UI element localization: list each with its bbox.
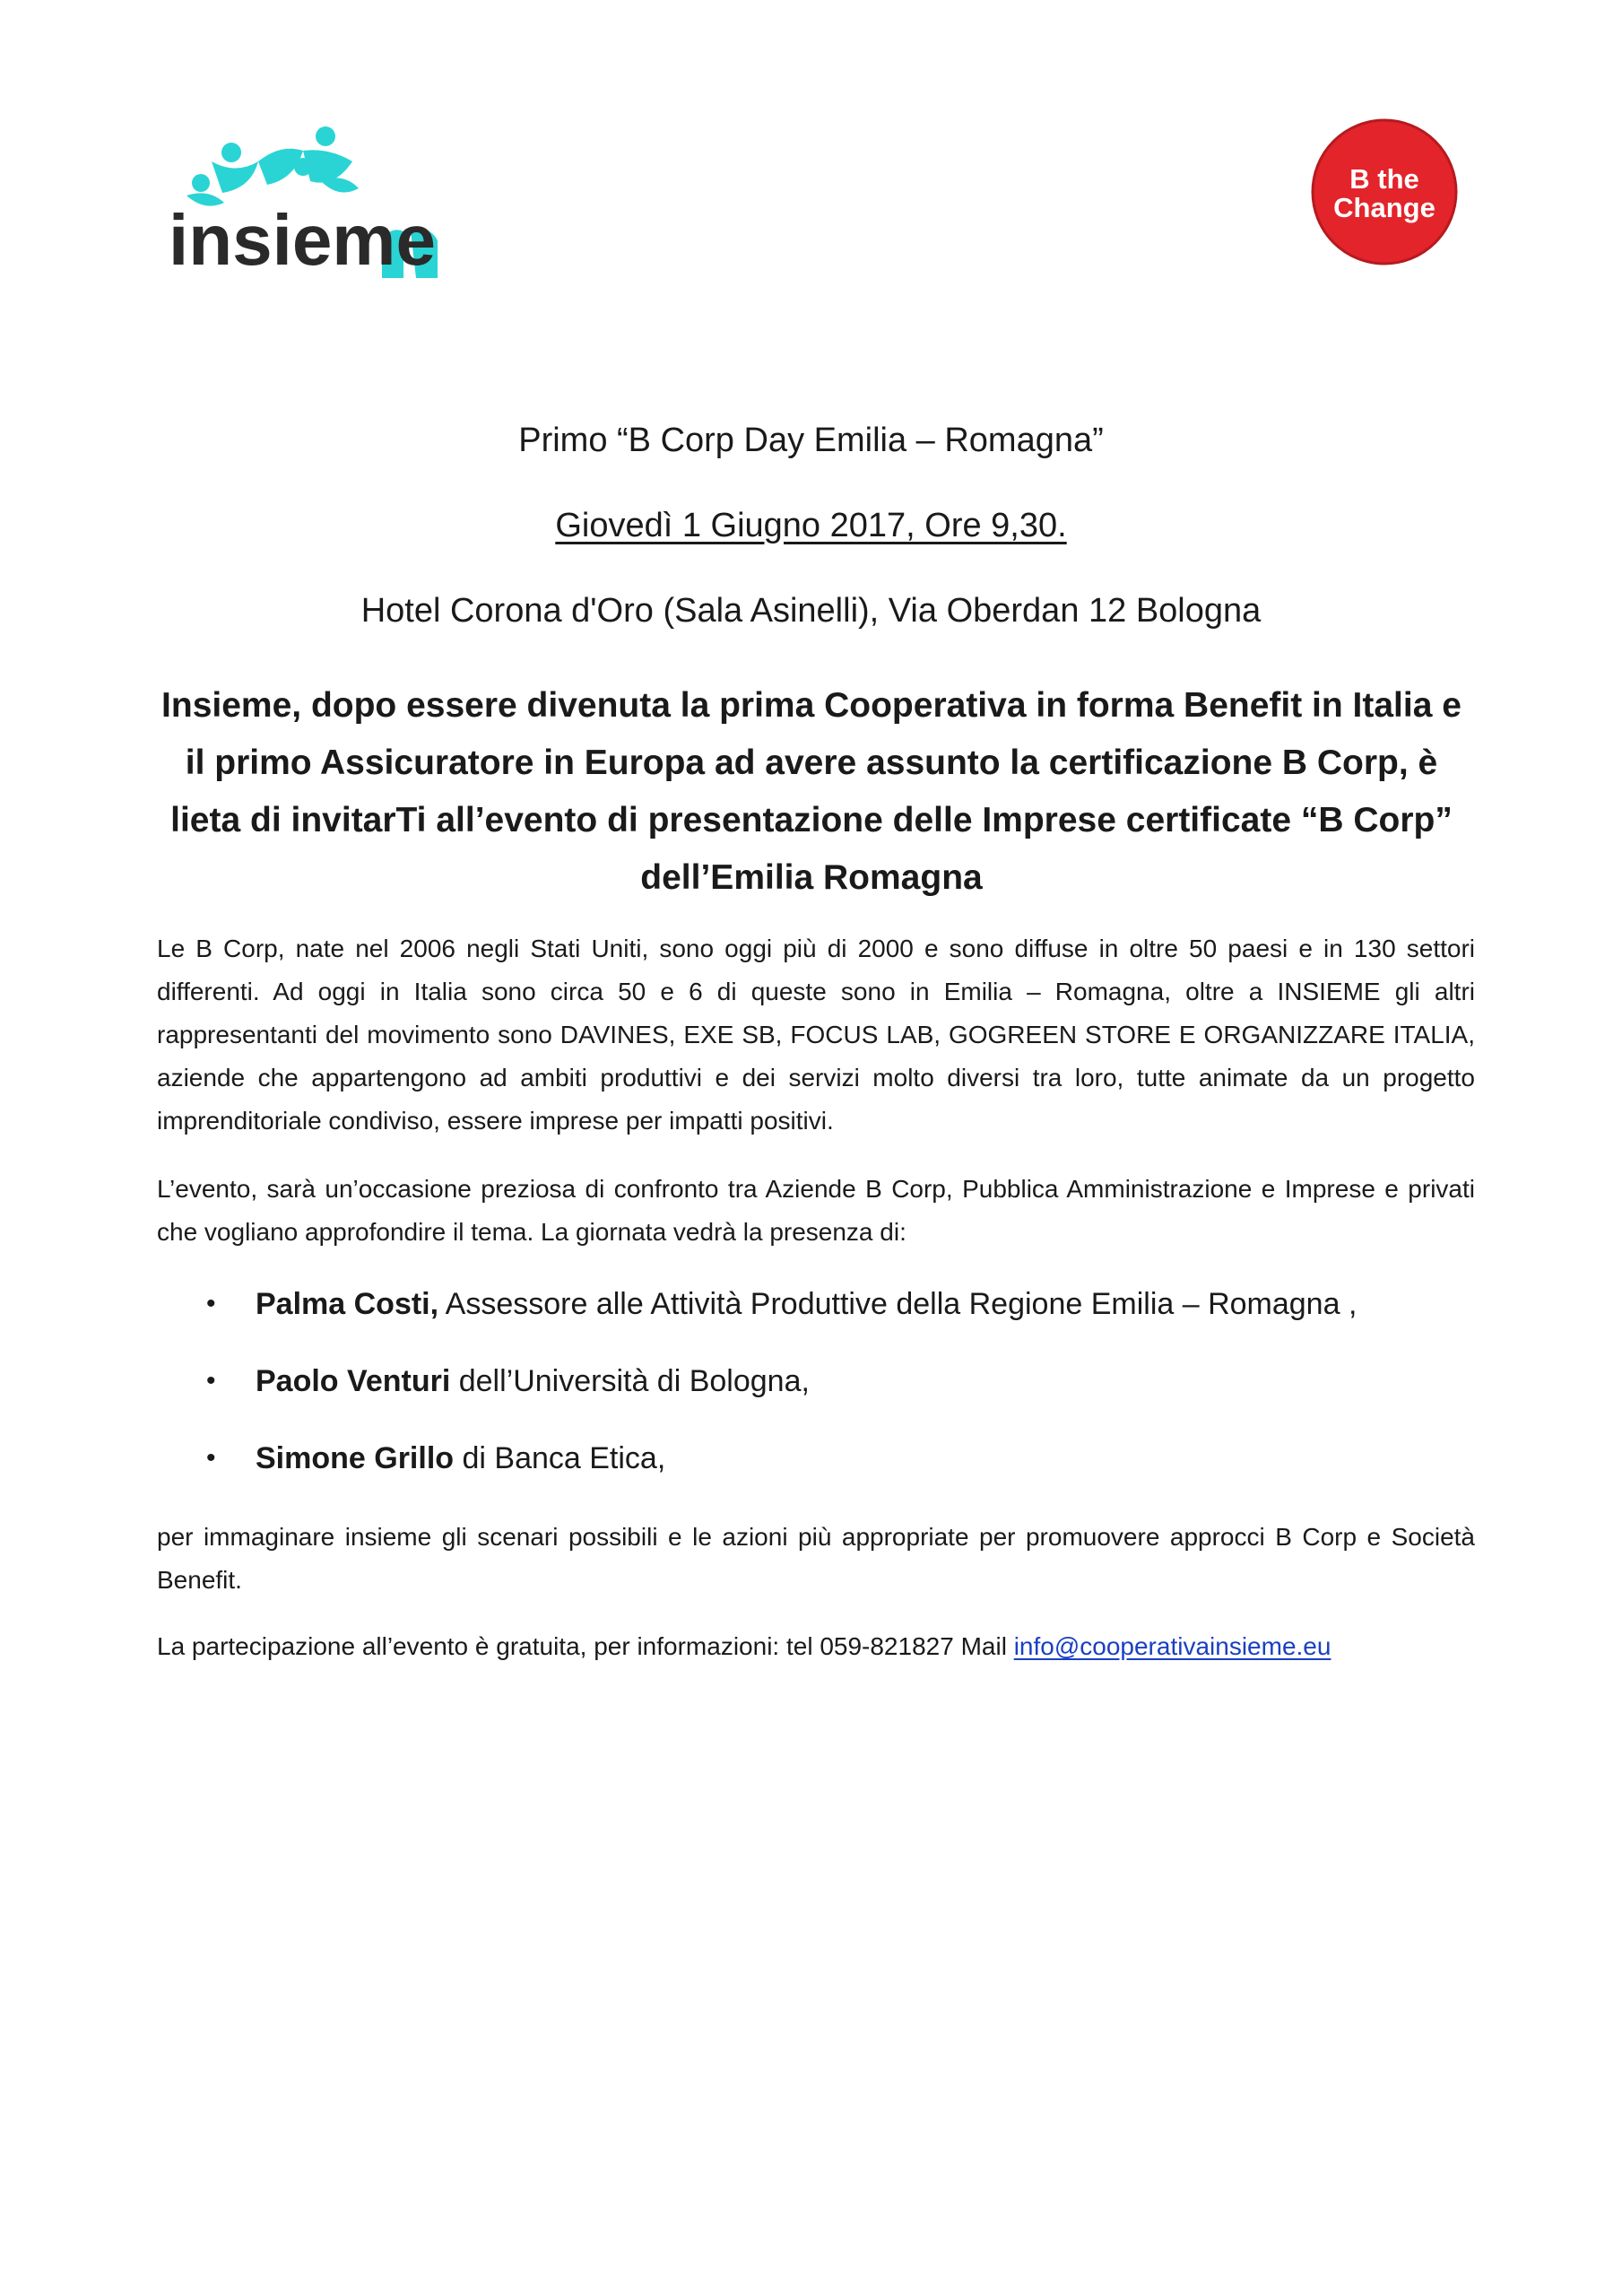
list-item (157, 1360, 1475, 1437)
list-item (157, 1437, 1475, 1514)
speaker-role: di Banca Etica, (454, 1441, 666, 1475)
insieme-logo-graphic (169, 126, 482, 278)
lead-paragraph: Insieme, dopo essere divenuta la prima Cooperativa in forma Benefit in Italia e il primo Assicuratore in Europa ad avere assunto la certificazione B Corp, è lieta di invitarTi all’evento di presentazione delle Imprese certificate “B Corp” dell’Emilia Romagna (161, 686, 1462, 897)
speaker-role: dell’Università di Bologna, (450, 1364, 810, 1398)
email-link[interactable]: info@cooperativainsieme.eu (1013, 1632, 1331, 1660)
event-date (0, 507, 1622, 545)
bullet-icon: • (206, 1366, 216, 1396)
event-paragraph: L’evento, sarà un’occasione preziosa di confronto tra Aziende B Corp, Pubblica Amministrazione e Imprese e privati che vogliano approfondire il tema. La giornata vedrà la presenza di: (157, 1175, 1475, 1246)
event-venue: Hotel Corona d'Oro (Sala Asinelli), Via Oberdan 12 Bologna (360, 592, 1262, 630)
speaker-name: Simone Grillo (256, 1441, 455, 1475)
insieme-logo (169, 126, 482, 278)
speaker-name: Palma Costi, (256, 1287, 439, 1321)
bthechange-logo (1309, 117, 1460, 267)
insieme-logo-text: insieme (169, 200, 436, 278)
bullet-icon: • (206, 1443, 216, 1473)
event-date-text: Giovedì 1 Giugno 2017, Ore 9,30. (555, 507, 1067, 544)
contact-text: La partecipazione all’evento è gratuita, per informazioni: tel 059-821827 Mail (157, 1632, 1014, 1660)
closing-paragraph: per immaginare insieme gli scenari possibili e le azioni più appropriate per promuovere approcci B Corp e Società Benefit. (157, 1523, 1475, 1594)
intro-paragraph: Le B Corp, nate nel 2006 negli Stati Uniti, sono oggi più di 2000 e sono diffuse in oltre 50 paesi e in 130 settori differenti. Ad oggi in Italia sono circa 50 e 6 di queste sono in Emilia – Romagna, oltre a INSIEME gli altri rappresentanti del movimento sono DAVINES, EXE SB, FOCUS LAB, GOGREEN STORE E ORGANIZZARE ITALIA, aziende che appartengono ad ambiti produttivi e dei servizi molto diversi tra loro, tutte animate da un progetto imprenditoriale condiviso, essere imprese per impatti positivi. (157, 935, 1475, 1135)
speaker-name: Paolo Venturi (256, 1364, 451, 1398)
speaker-list (157, 1283, 1475, 1514)
event-title: Primo “B Corp Day Emilia – Romagna” (518, 422, 1104, 459)
svg-text:B the: B the (1349, 163, 1419, 195)
svg-text:Change: Change (1333, 192, 1436, 223)
speaker-role: Assessore alle Attività Produttive della Regione Emilia – Romagna , (438, 1287, 1357, 1321)
bullet-icon: • (206, 1289, 216, 1318)
contact-paragraph (157, 1625, 1475, 1668)
bthechange-logo-graphic (1309, 117, 1460, 267)
list-item (157, 1283, 1475, 1360)
